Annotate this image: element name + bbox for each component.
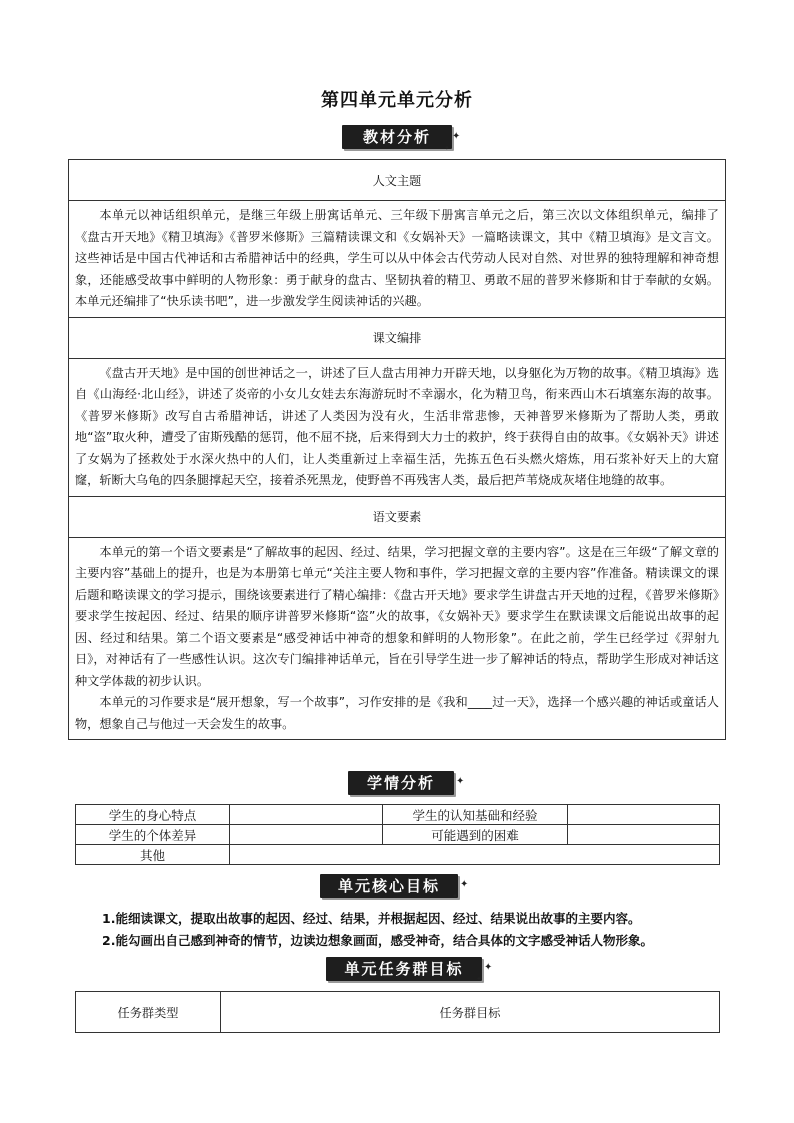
learner-cell[interactable]: [568, 805, 720, 825]
task-group-table: [75, 991, 720, 1033]
sparkle-icon: ✦: [484, 962, 493, 973]
element-header: 语文要素: [69, 496, 726, 537]
learner-cell[interactable]: [230, 845, 720, 865]
task-goal-header: 任务群目标: [221, 992, 720, 1033]
page-title: 第四单元单元分析: [321, 90, 473, 111]
section-banner-textbook: 教材分析: [342, 125, 452, 149]
theme-header: 人文主题: [69, 160, 726, 201]
section-banner-tasks: 单元任务群目标: [326, 957, 482, 981]
theme-cell: [69, 201, 726, 318]
sparkle-icon: ✦: [452, 892, 458, 900]
learner-cell[interactable]: [568, 825, 720, 845]
learner-analysis-table: [75, 804, 720, 865]
sparkle-icon: ✦: [476, 975, 482, 983]
learner-cell: 学生的身心特点: [76, 805, 230, 825]
element-paragraph-2: 本单元的习作要求是“展开想象，写一个故事”，习作安排的是《我和____过一天》，选择一个感兴趣的神话或童话人物，想象自己与他过一天会发生的故事。: [75, 695, 719, 731]
sparkle-icon: ✦: [460, 879, 469, 890]
sparkle-icon: ✦: [448, 789, 454, 797]
section-banner-goals: 单元核心目标: [320, 874, 458, 898]
learner-cell: 其他: [76, 845, 230, 865]
goal-item: 1.能细读课文，提取出故事的起因、经过、结果，并根据起因、经过、结果说出故事的主要内容。: [102, 911, 641, 926]
sparkle-icon: ✦: [444, 144, 450, 152]
learner-cell: 学生的认知基础和经验: [383, 805, 568, 825]
element-paragraph-1: 本单元的第一个语文要素是“了解故事的起因、经过、结果，学习把握文章的主要内容”。这是在三年级“了解文章的主要内容”基础上的提升，也是为本册第七单元“关注主要人物和事件，学习把握文章的主要内容”作准备。精读课文的课后题和略读课文的学习提示，围绕该要素进行了精心编排：《盘古开天地》要求学生讲盘古开天地的过程，《普罗米修斯》要求学生按起因、经过、结果的顺序讲普罗米修斯“盗”火的故事，《女娲补天》要求学生在默读课文后能说出故事的起因、经过和结果。第二个语文要素是“感受神话中神奇的想象和鲜明的人物形象”。在此之前，学生已经学过《羿射九日》，对神话有了一些感性认识。这次专门编排神话单元，旨在引导学生进一步了解神话的特点，帮助学生形成对神话这种文学体裁的初步认识。: [75, 544, 719, 688]
goals-list: [102, 908, 653, 952]
theme-paragraph: 本单元以神话组织单元，是继三年级上册寓话单元、三年级下册寓言单元之后，第三次以文体组织单元，编排了《盘古开天地》《精卫填海》《普罗米修斯》三篇精读课文和《女娲补天》一篇略读课文，其中《精卫填海》是文言文。这些神话是中国古代神话和古希腊神话中的经典，学生可以从中体会古代劳动人民对自然、对世界的独特理解和神奇想象，还能感受故事中鲜明的人物形象：勇于献身的盘古、坚韧执着的精卫、勇敢不屈的普罗米修斯和甘于奉献的女娲。本单元还编排了“快乐读书吧”，进一步激发学生阅读神话的兴趣。: [75, 208, 719, 308]
arrange-cell: [69, 358, 726, 496]
learner-cell[interactable]: [230, 825, 383, 845]
arrange-paragraph: 《盘古开天地》是中国的创世神话之一，讲述了巨人盘古用神力开辟天地，以身躯化为万物的故事。《精卫填海》选自《山海经·北山经》，讲述了炎帝的小女儿女娃去东海游玩时不幸溺水，化为精卫鸟，衔来西山木石填塞东海的故事。《普罗米修斯》改写自古希腊神话，讲述了人类因为没有火，生活非常悲惨，天神普罗米修斯为了帮助人类，勇敢地“盗”取火种，遭受了宙斯残酷的惩罚，他不屈不挠，后来得到大力士的救护，终于获得自由的故事。《女娲补天》讲述了女娲为了拯救处于水深火热中的人们，让人类重新过上幸福生活，先拣五色石头燃火熔炼，用石浆补好天上的大窟窿，斩断大乌龟的四条腿撑起天空，接着杀死黑龙，使野兽不再残害人类，最后把芦苇烧成灰堵住地缝的故事。: [75, 365, 719, 487]
sparkle-icon: ✦: [456, 776, 465, 787]
element-cell: [69, 537, 726, 740]
learner-cell: 可能遇到的困难: [383, 825, 568, 845]
goal-item: 2.能勾画出自己感到神奇的情节，边读边想象画面，感受神奇，结合具体的文字感受神话人物形象。: [102, 933, 653, 948]
learner-cell: 学生的个体差异: [76, 825, 230, 845]
task-type-header: 任务群类型: [76, 992, 221, 1033]
section-banner-learner: 学情分析: [348, 771, 454, 795]
arrange-header: 课文编排: [69, 317, 726, 358]
learner-cell[interactable]: [230, 805, 383, 825]
textbook-analysis-table: [68, 159, 726, 740]
sparkle-icon: ✦: [452, 131, 461, 142]
